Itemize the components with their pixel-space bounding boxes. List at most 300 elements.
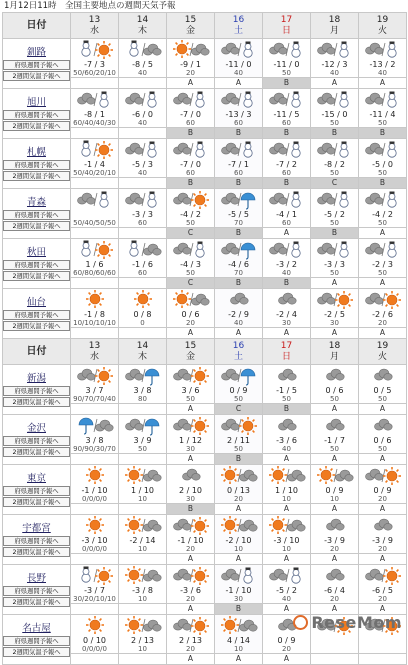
forecast-cell — [167, 365, 215, 404]
date-header-row — [3, 13, 407, 39]
temperature-range: -2 / 4 — [276, 310, 297, 319]
precipitation-probability: 50/40/50/50 — [73, 219, 116, 227]
reliability-cell: A — [359, 78, 407, 89]
forecast-cell — [71, 239, 119, 278]
temperature-range: -4 / 6 — [228, 260, 249, 269]
forecast-cell — [119, 139, 167, 178]
city-cell — [3, 515, 71, 565]
precipitation-probability: 40 — [378, 69, 387, 77]
reliability-cell: A — [167, 404, 215, 415]
city-name-link[interactable]: 名古屋 — [22, 622, 51, 634]
reliability-cell: B — [263, 128, 311, 139]
date-number: 13 — [88, 14, 101, 25]
forecast-cell — [71, 615, 119, 654]
weekday: 日 — [281, 351, 291, 362]
reliability-cell — [119, 404, 167, 415]
city-cell — [3, 289, 71, 339]
reliability-cell — [119, 328, 167, 339]
temperature-range: -15 / 0 — [321, 110, 348, 119]
reliability-cell — [119, 178, 167, 189]
temperature-range: -4 / 2 — [180, 210, 201, 219]
reliability-cell: A — [167, 328, 215, 339]
forecast-cell — [311, 415, 359, 454]
precipitation-probability: 20 — [186, 69, 195, 77]
precipitation-probability: 10 — [282, 495, 291, 503]
precipitation-probability: 0 — [140, 319, 145, 327]
reliability-cell: A — [359, 554, 407, 565]
temperature-range: -13 / 3 — [225, 110, 252, 119]
two-week-temperature-link[interactable]: 2週間気温予報へ — [3, 597, 70, 607]
cloud-icon — [313, 565, 357, 586]
temperature-range: -7 / 1 — [228, 160, 249, 169]
precipitation-probability: 30/20/10/10 — [73, 595, 116, 603]
prefecture-weekly-forecast-link[interactable]: 府県週間予報へ — [3, 436, 70, 446]
temperature-range: -2 / 6 — [372, 310, 393, 319]
reliability-cell: B — [215, 178, 263, 189]
reliability-cell: A — [311, 504, 359, 515]
date-header-cell — [71, 13, 119, 39]
precipitation-probability: 40 — [282, 595, 291, 603]
city-cell — [3, 365, 71, 415]
temperature-range: -1 / 6 — [132, 260, 153, 269]
forecast-cell — [167, 465, 215, 504]
forecast-cell — [359, 239, 407, 278]
city-name-link[interactable]: 青森 — [26, 196, 46, 208]
city-name-link[interactable]: 秋田 — [26, 246, 46, 258]
precipitation-probability: 20 — [186, 545, 195, 553]
two-week-temperature-link[interactable]: 2週間気温予報へ — [3, 547, 70, 557]
reliability-cell — [119, 654, 167, 665]
precipitation-probability: 50 — [138, 445, 147, 453]
forecast-cell — [167, 189, 215, 228]
cloud-snowman-icon — [265, 139, 309, 160]
two-week-temperature-link[interactable]: 2週間気温予報へ — [3, 221, 70, 231]
forecast-cell — [71, 415, 119, 454]
reliability-cell: A — [311, 328, 359, 339]
cloud-icon — [265, 365, 309, 386]
reliability-cell — [71, 404, 119, 415]
precipitation-probability: 40 — [138, 119, 147, 127]
temperature-range: 0 / 6 — [325, 386, 344, 395]
prefecture-weekly-forecast-link[interactable]: 府県週間予報へ — [3, 260, 70, 270]
precipitation-probability: 50/40/20/10 — [73, 169, 116, 177]
credit-text: ReseMom — [311, 613, 402, 632]
city-forecast-row — [3, 415, 407, 454]
precipitation-probability: 50 — [282, 395, 291, 403]
prefecture-weekly-forecast-link[interactable]: 府県週間予報へ — [3, 310, 70, 320]
cloud-snowman-icon — [313, 39, 357, 60]
reliability-cell: A — [215, 554, 263, 565]
temperature-range: -7 / 2 — [276, 160, 297, 169]
sun-cloud-icon — [169, 289, 213, 310]
cloud-snowman-icon — [217, 89, 261, 110]
forecast-cell — [311, 365, 359, 404]
weekday: 水 — [89, 25, 99, 36]
forecast-cell — [71, 139, 119, 178]
forecast-cell — [359, 39, 407, 78]
temperature-range: 1 / 10 — [274, 486, 299, 495]
forecast-cell — [71, 289, 119, 328]
forecast-cell — [311, 239, 359, 278]
resemom-logo-icon — [293, 615, 308, 630]
forecast-cell — [119, 289, 167, 328]
forecast-cell — [119, 39, 167, 78]
cloud-snowman-icon — [121, 189, 165, 210]
city-name-link[interactable]: 長野 — [26, 572, 46, 584]
cloud-snowman-icon — [217, 139, 261, 160]
forecast-table-body — [3, 13, 407, 665]
city-forecast-row — [3, 515, 407, 554]
forecast-cell — [263, 139, 311, 178]
temperature-range: -2 / 10 — [225, 536, 252, 545]
temperature-range: -8 / 2 — [324, 160, 345, 169]
date-label: 日付 — [3, 13, 71, 39]
two-week-temperature-link[interactable]: 2週間気温予報へ — [3, 447, 70, 457]
precipitation-probability: 30 — [186, 445, 195, 453]
reliability-cell: B — [311, 228, 359, 239]
cloud-sun-icon — [169, 415, 213, 436]
temperature-range: -13 / 2 — [369, 60, 396, 69]
two-week-temperature-link[interactable]: 2週間気温予報へ — [3, 71, 70, 81]
snowman-sun-icon — [73, 39, 117, 60]
cloud-snowman-icon — [361, 139, 405, 160]
cloud-icon — [361, 415, 405, 436]
temperature-range: 2 / 13 — [178, 636, 203, 645]
precipitation-probability: 50 — [330, 219, 339, 227]
cloud-snowman-icon — [265, 239, 309, 260]
two-week-temperature-link[interactable]: 2週間気温予報へ — [3, 497, 70, 507]
temperature-range: -1 / 10 — [81, 486, 108, 495]
date-number: 18 — [328, 14, 341, 25]
date-number: 17 — [280, 14, 293, 25]
city-name-link[interactable]: 仙台 — [26, 296, 46, 308]
weekday: 日 — [281, 25, 291, 36]
temperature-range: -5 / 2 — [324, 210, 345, 219]
reliability-cell: A — [167, 78, 215, 89]
prefecture-weekly-forecast-link[interactable]: 府県週間予報へ — [3, 586, 70, 596]
date-number: 18 — [328, 340, 341, 351]
prefecture-weekly-forecast-link[interactable]: 府県週間予報へ — [3, 486, 70, 496]
forecast-cell — [71, 39, 119, 78]
prefecture-weekly-forecast-link[interactable]: 府県週間予報へ — [3, 210, 70, 220]
city-forecast-row — [3, 465, 407, 504]
temperature-range: -1 / 7 — [324, 436, 345, 445]
forecast-cell — [311, 139, 359, 178]
temperature-range: 0 / 10 — [82, 636, 107, 645]
city-cell — [3, 465, 71, 515]
city-name-link[interactable]: 旭川 — [26, 96, 46, 108]
temperature-range: -6 / 4 — [324, 586, 345, 595]
sun-icon — [73, 615, 117, 636]
sun-cloud-icon — [169, 39, 213, 60]
temperature-range: -7 / 0 — [180, 160, 201, 169]
date-header-cell — [215, 339, 263, 365]
reliability-cell — [71, 504, 119, 515]
forecast-cell — [263, 189, 311, 228]
city-forecast-row — [3, 289, 407, 328]
sun-icon — [73, 515, 117, 536]
reliability-cell: A — [359, 228, 407, 239]
two-week-temperature-link[interactable]: 2週間気温予報へ — [3, 397, 70, 407]
weekday: 土 — [233, 351, 243, 362]
temperature-range: -9 / 1 — [180, 60, 201, 69]
cloud-icon — [313, 415, 357, 436]
reliability-cell — [119, 78, 167, 89]
reliability-cell: B — [263, 178, 311, 189]
precipitation-probability: 10 — [138, 545, 147, 553]
forecast-cell — [359, 515, 407, 554]
sun-cloud-icon — [265, 515, 309, 536]
cloud-snowman-icon — [313, 189, 357, 210]
cloud-snowman-icon — [121, 139, 165, 160]
forecast-cell — [359, 565, 407, 604]
prefecture-weekly-forecast-link[interactable]: 府県週間予報へ — [3, 386, 70, 396]
precipitation-probability: 50 — [186, 269, 195, 277]
prefecture-weekly-forecast-link[interactable]: 府県週間予報へ — [3, 536, 70, 546]
reliability-cell: C — [215, 404, 263, 415]
precipitation-probability: 20 — [186, 319, 195, 327]
forecast-cell — [167, 39, 215, 78]
temperature-range: 0 / 9 — [229, 386, 248, 395]
reliability-cell: C — [311, 178, 359, 189]
temperature-range: 0 / 9 — [373, 486, 392, 495]
reliability-cell — [119, 128, 167, 139]
city-name-link[interactable]: 札幌 — [26, 146, 46, 158]
temperature-range: -11 / 4 — [369, 110, 396, 119]
sun-cloud-icon — [217, 515, 261, 536]
forecast-cell — [167, 515, 215, 554]
cloud-sun-icon — [73, 365, 117, 386]
city-name-link[interactable]: 金沢 — [26, 422, 46, 434]
reliability-cell: A — [263, 554, 311, 565]
precipitation-probability: 60 — [234, 169, 243, 177]
city-name-link[interactable]: 釧路 — [26, 46, 46, 58]
precipitation-probability — [311, 645, 358, 653]
forecast-cell — [263, 565, 311, 604]
temperature-range: -11 / 0 — [273, 60, 300, 69]
date-header-cell — [263, 13, 311, 39]
cloud-snowman-icon — [169, 239, 213, 260]
temperature-range: 0 / 9 — [277, 636, 296, 645]
forecast-cell — [215, 89, 263, 128]
reliability-cell: A — [359, 504, 407, 515]
temperature-range: -6 / 0 — [132, 110, 153, 119]
forecast-cell — [215, 189, 263, 228]
precipitation-probability: 50 — [378, 445, 387, 453]
reliability-cell — [71, 228, 119, 239]
forecast-cell — [359, 415, 407, 454]
prefecture-weekly-forecast-link[interactable]: 府県週間予報へ — [3, 60, 70, 70]
date-number: 19 — [376, 14, 389, 25]
cloud-snowman-icon — [217, 565, 261, 586]
precipitation-probability: 20 — [186, 595, 195, 603]
precipitation-probability: 50 — [234, 445, 243, 453]
reliability-cell — [119, 504, 167, 515]
temperature-range: -3 / 3 — [132, 210, 153, 219]
precipitation-probability: 40 — [330, 69, 339, 77]
precipitation-probability: 60 — [186, 169, 195, 177]
date-header-cell — [311, 13, 359, 39]
cloud-sun-icon — [169, 615, 213, 636]
city-forecast-row — [3, 239, 407, 278]
reliability-cell: A — [215, 654, 263, 665]
sun-icon — [73, 289, 117, 310]
weekday: 月 — [329, 25, 339, 36]
city-name-link[interactable]: 東京 — [26, 472, 46, 484]
reliability-cell — [119, 604, 167, 615]
precipitation-probability: 40 — [282, 445, 291, 453]
sun-cloud-icon — [265, 465, 309, 486]
precipitation-probability: 60/40/40/30 — [73, 119, 116, 127]
date-label: 日付 — [3, 339, 71, 365]
date-header-cell — [215, 13, 263, 39]
reliability-cell: A — [263, 328, 311, 339]
city-cell — [3, 189, 71, 239]
forecast-cell — [167, 289, 215, 328]
temperature-range: -5 / 2 — [276, 586, 297, 595]
forecast-cell — [359, 289, 407, 328]
forecast-cell — [311, 515, 359, 554]
forecast-cell — [359, 365, 407, 404]
forecast-cell — [263, 515, 311, 554]
cloud-snowman-icon — [361, 239, 405, 260]
precipitation-probability: 30 — [234, 595, 243, 603]
reliability-cell: A — [359, 328, 407, 339]
city-cell — [3, 89, 71, 139]
reliability-cell: B — [215, 604, 263, 615]
city-forecast-row — [3, 189, 407, 228]
cloud-sun-icon — [217, 415, 261, 436]
cloud-icon — [169, 465, 213, 486]
reliability-cell: B — [167, 504, 215, 515]
precipitation-probability: 60 — [282, 119, 291, 127]
precipitation-probability: 20 — [282, 645, 291, 653]
two-week-temperature-link[interactable]: 2週間気温予報へ — [3, 271, 70, 281]
forecast-cell — [215, 39, 263, 78]
precipitation-probability: 10 — [138, 645, 147, 653]
temperature-range: -1 / 8 — [84, 310, 105, 319]
forecast-cell — [119, 189, 167, 228]
forecast-cell — [263, 365, 311, 404]
forecast-cell — [359, 189, 407, 228]
city-name-link[interactable]: 新潟 — [26, 372, 46, 384]
forecast-cell — [215, 615, 263, 654]
city-cell — [3, 239, 71, 289]
cloud-snowman-icon — [265, 189, 309, 210]
sun-icon — [121, 289, 165, 310]
precipitation-probability: 20 — [234, 495, 243, 503]
temperature-range: -3 / 9 — [324, 536, 345, 545]
temperature-range: -3 / 7 — [84, 586, 105, 595]
reliability-cell: B — [263, 404, 311, 415]
weekday: 金 — [185, 351, 195, 362]
sun-cloud-icon — [121, 615, 165, 636]
reliability-cell: A — [263, 604, 311, 615]
temperature-range: -5 / 3 — [132, 160, 153, 169]
sun-cloud-icon — [313, 465, 357, 486]
city-name-link[interactable]: 宇都宮 — [22, 522, 51, 534]
temperature-range: 3 / 6 — [181, 386, 200, 395]
forecast-cell — [167, 139, 215, 178]
temperature-range: -1 / 10 — [177, 536, 204, 545]
forecast-cell — [71, 189, 119, 228]
precipitation-probability: 50 — [330, 119, 339, 127]
cloud-sun-icon — [169, 189, 213, 210]
date-header-cell — [119, 339, 167, 365]
reliability-cell: B — [167, 178, 215, 189]
forecast-cell — [263, 415, 311, 454]
prefecture-weekly-forecast-link[interactable]: 府県週間予報へ — [3, 110, 70, 120]
prefecture-weekly-forecast-link[interactable]: 府県週間予報へ — [3, 160, 70, 170]
cloud-icon — [265, 415, 309, 436]
reliability-cell — [71, 604, 119, 615]
forecast-cell — [311, 565, 359, 604]
temperature-range: 2 / 11 — [226, 436, 251, 445]
cloud-umbrella-icon — [217, 239, 261, 260]
date-number: 16 — [232, 340, 245, 351]
date-header-row — [3, 339, 407, 365]
temperature-range: 3 / 7 — [85, 386, 104, 395]
temperature-range — [311, 636, 358, 645]
temperature-range: -8 / 1 — [84, 110, 105, 119]
forecast-cell — [215, 465, 263, 504]
temperature-range: -12 / 3 — [321, 60, 348, 69]
precipitation-probability: 50 — [282, 69, 291, 77]
reliability-cell — [119, 454, 167, 465]
date-number: 13 — [88, 340, 101, 351]
city-cell — [3, 139, 71, 189]
precipitation-probability: 10 — [234, 545, 243, 553]
prefecture-weekly-forecast-link[interactable]: 府県週間予報へ — [3, 636, 70, 646]
forecast-cell — [167, 615, 215, 654]
temperature-range: -3 / 3 — [324, 260, 345, 269]
two-week-temperature-link[interactable]: 2週間気温予報へ — [3, 171, 70, 181]
reliability-cell: C — [167, 278, 215, 289]
cloud-snowman-icon — [313, 139, 357, 160]
cloud-snowman-icon — [313, 239, 357, 260]
snowman-sun-icon — [73, 565, 117, 586]
two-week-temperature-link[interactable]: 2週間気温予報へ — [3, 321, 70, 331]
temperature-range: -4 / 2 — [372, 210, 393, 219]
precipitation-probability: 40 — [138, 169, 147, 177]
temperature-range: 0 / 5 — [373, 386, 392, 395]
city-forecast-row — [3, 565, 407, 604]
date-number: 17 — [280, 340, 293, 351]
temperature-range: -7 / 0 — [180, 110, 201, 119]
precipitation-probability: 0/0/0/0 — [82, 645, 107, 653]
precipitation-probability: 60 — [138, 219, 147, 227]
reliability-cell: B — [263, 278, 311, 289]
forecast-cell — [119, 239, 167, 278]
precipitation-probability: 20 — [330, 595, 339, 603]
city-forecast-row — [3, 89, 407, 128]
reliability-cell — [71, 328, 119, 339]
temperature-range: -3 / 9 — [372, 536, 393, 545]
temperature-range: -1 / 4 — [84, 160, 105, 169]
temperature-range: -3 / 6 — [276, 436, 297, 445]
reliability-cell: C — [167, 228, 215, 239]
reliability-cell — [71, 278, 119, 289]
temperature-range: -7 / 3 — [84, 60, 105, 69]
forecast-cell — [263, 465, 311, 504]
two-week-temperature-link[interactable]: 2週間気温予報へ — [3, 121, 70, 131]
city-forecast-row — [3, 39, 407, 78]
weekday: 木 — [137, 351, 147, 362]
forecast-cell — [263, 89, 311, 128]
forecast-cell — [71, 565, 119, 604]
cloud-snowman-icon — [169, 89, 213, 110]
two-week-temperature-link[interactable]: 2週間気温予報へ — [3, 647, 70, 657]
